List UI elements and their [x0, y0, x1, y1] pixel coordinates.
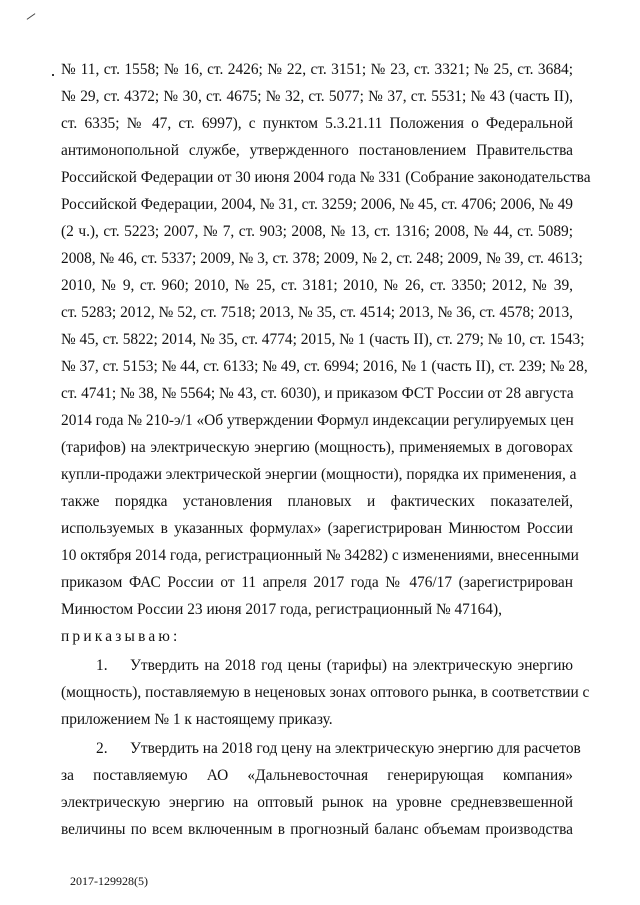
item-text-line: Утвердить на 2018 год цену на электрическую энергию для расчетов [130, 740, 581, 757]
item-text-line: величины по всем включенным в прогнозный баланс объемам производства [61, 821, 573, 838]
text-line: № 11, ст. 1558; № 16, ст. 2426; № 22, ст. 3151; № 23, ст. 3321; № 25, ст. 3684; [61, 61, 573, 78]
text-line: 10 октября 2014 года, регистрационный № 34282) с изменениями, внесенными [61, 547, 579, 564]
text-line: 2008, № 46, ст. 5337; 2009, № 3, ст. 378; 2009, № 2, ст. 248; 2009, № 39, ст. 4613; [61, 250, 583, 267]
text-line: антимонопольной службе, утвержденного постановлением Правительства [61, 142, 573, 159]
text-line: № 37, ст. 5153; № 44, ст. 6133; № 49, ст. 6994; 2016, № 1 (часть II), ст. 239; № 28, [61, 358, 588, 375]
text-line: также порядка установления плановых и фактических показателей, [61, 493, 573, 510]
text-line: (тарифов) на электрическую энергию (мощность), применяемых в договорах [61, 439, 573, 456]
text-line: Минюстом России 23 июня 2017 года, регистрационный № 47164), [61, 601, 502, 618]
item-number: 2. [96, 740, 108, 757]
text-line: ст. 5283; 2012, № 52, ст. 7518; 2013, № 35, ст. 4514; 2013, № 36, ст. 4578; 2013, [61, 304, 573, 321]
item-number: 1. [96, 657, 108, 674]
text-line: 2010, № 9, ст. 960; 2010, № 25, ст. 3181; 2010, № 26, ст. 3350; 2012, № 39, [61, 277, 573, 294]
text-line: приказом ФАС России от 11 апреля 2017 года № 476/17 (зарегистрирован [61, 574, 573, 591]
text-line: № 29, ст. 4372; № 30, ст. 4675; № 32, ст. 5077; № 37, ст. 5531; № 43 (часть II), [61, 88, 573, 105]
item-text-line: (мощность), поставляемую в неценовых зонах оптового рынка, в соответствии с [61, 684, 590, 701]
text-line: Российской Федерации, 2004, № 31, ст. 3259; 2006, № 45, ст. 4706; 2006, № 49 [61, 196, 573, 213]
item-text-line: Утвердить на 2018 год цены (тарифы) на электрическую энергию [130, 657, 573, 674]
text-line: (2 ч.), ст. 5223; 2007, № 7, ст. 903; 2008, № 13, ст. 1316; 2008, № 44, ст. 5089; [61, 223, 573, 240]
scan-dot [52, 74, 54, 76]
item-text-line: за поставляемую АО «Дальневосточная генерирующая компания» [61, 767, 573, 784]
order-word: приказываю: [61, 628, 181, 645]
footer-code: 2017-129928(5) [70, 874, 148, 888]
scan-mark [27, 13, 36, 20]
item-text-line: электрическую энергию на оптовый рынок на уровне средневзвешенной [61, 794, 573, 811]
text-line: ст. 4741; № 38, № 5564; № 43, ст. 6030), и приказом ФСТ России от 28 августа [61, 385, 574, 402]
text-line: ст. 6335; № 47, ст. 6997), с пунктом 5.3.21.11 Положения о Федеральной [61, 115, 573, 132]
text-line: № 45, ст. 5822; 2014, № 35, ст. 4774; 2015, № 1 (часть II), ст. 279; № 10, ст. 1543; [61, 331, 585, 348]
text-line: Российской Федерации от 30 июня 2004 года № 331 (Собрание законодательства [61, 169, 591, 186]
item-text-line: приложением № 1 к настоящему приказу. [61, 711, 333, 728]
text-line: 2014 года № 210-э/1 «Об утверждении Формул индексации регулируемых цен [61, 412, 574, 429]
text-line: используемых в указанных формулах» (зарегистрирован Минюстом России [61, 520, 573, 537]
text-line: купли-продажи электрической энергии (мощности), порядка их применения, а [61, 466, 577, 483]
